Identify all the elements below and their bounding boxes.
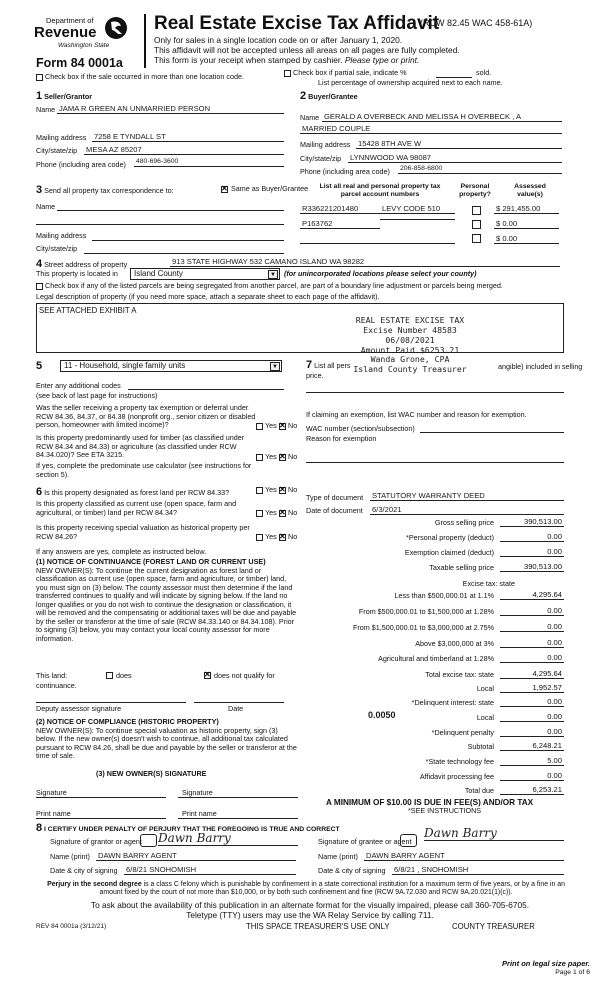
buyer-name-label: Name — [300, 113, 320, 122]
wac-number-label: WAC number (section/subsection) — [306, 424, 415, 433]
doc-date-field[interactable]: 6/3/2021 — [370, 505, 564, 515]
form-title-ref: (RCW 82.45 WAC 458-61A) — [420, 18, 533, 28]
parcel-code-2[interactable] — [380, 219, 455, 220]
timber-yes-label: Yes — [265, 452, 277, 461]
exemption-yes-checkbox[interactable] — [256, 423, 263, 430]
corr-name-label: Name — [36, 202, 56, 211]
land-does-not-label: does not qualify for — [214, 671, 275, 680]
header-line1: Only for sales in a single location code on or after January 1, 2020. — [154, 35, 403, 45]
tax-row-value[interactable]: 0.00 — [500, 712, 564, 722]
timber-note: If yes, complete the predominate use calculator (see instructions for section 5). — [36, 461, 252, 479]
parcel-code-3[interactable] — [380, 234, 455, 244]
seller-city-label: City/state/zip — [36, 146, 78, 155]
wac-number-field[interactable] — [420, 432, 564, 433]
tax-row-value[interactable]: 0.00 — [500, 622, 564, 632]
corr-city-label: City/state/zip — [36, 244, 78, 253]
current-use-no-checkbox[interactable] — [279, 510, 286, 517]
grantee-print-label: Name (print) — [318, 852, 358, 861]
seller-mailing-label: Mailing address — [36, 133, 87, 142]
tax-row-value[interactable]: 0.00 — [500, 697, 564, 707]
continuance-label: continuance. — [36, 681, 77, 690]
dor-logo — [34, 14, 134, 54]
personal-checkbox-2[interactable] — [472, 220, 481, 229]
partial-sale-checkbox[interactable] — [284, 70, 291, 77]
property-street-label: 4 Street address of property — [36, 258, 128, 270]
deputy-signature-line[interactable] — [36, 702, 186, 703]
current-use-yes-checkbox[interactable] — [256, 510, 263, 517]
multi-location-checkbox[interactable] — [36, 74, 43, 81]
parcel-code-1[interactable]: LEVY CODE 510 — [380, 204, 455, 214]
seller-heading: 1 Seller/Grantor — [36, 90, 93, 102]
tax-row-value[interactable]: 4,295.64 — [500, 590, 564, 600]
form-title: Real Estate Excise Tax Affidavit — [154, 13, 440, 34]
current-use-no-label: No — [288, 508, 298, 517]
same-as-buyer-label: Same as Buyer/Grantee — [231, 184, 309, 193]
tax-row-value[interactable]: 5.00 — [500, 756, 564, 766]
seller-mailing-field[interactable]: 7258 E TYNDALL ST — [92, 132, 284, 142]
legal-desc-text: SEE ATTACHED EXHIBIT A — [39, 306, 137, 315]
tax-row-value[interactable]: 4,295.64 — [500, 669, 564, 679]
tax-row-value[interactable]: 390,513.00 — [500, 562, 564, 572]
treasurer-stamp: REAL ESTATE EXCISE TAX Excise Number 48583 06/08/2021 Amount Paid $6253.21 Wanda Grone, CPA Island County Treasurer — [353, 315, 467, 375]
multi-location-label: Check box if the sale occurred in more than one location code. — [45, 72, 244, 81]
exemption-yes-label: Yes — [265, 421, 277, 430]
additional-codes-label: Enter any additional codes — [36, 381, 121, 390]
timber-no-checkbox[interactable] — [279, 454, 286, 461]
personal-property-label: 7 List all pers — [306, 359, 351, 371]
tax-row-value[interactable]: 6,253.21 — [500, 785, 564, 795]
grantee-date-label: Date & city of signing — [318, 866, 386, 875]
tax-row-label: From $1,500,000.01 to $3,000,000 at 2.75% — [352, 623, 494, 632]
tax-row-label: Excise tax: state — [462, 579, 515, 588]
tax-row-value[interactable]: 0.00 — [500, 771, 564, 781]
owner-print-label-2: Print name — [182, 809, 217, 818]
local-rate-field[interactable]: 0.0050 — [368, 710, 396, 720]
dept-line3: Washington State — [58, 42, 110, 49]
rev-number: REV 84 0001a (3/12/21) — [36, 923, 107, 930]
tax-row-label: Total due — [464, 786, 494, 795]
historic-yes-checkbox[interactable] — [256, 534, 263, 541]
parcel-number-2[interactable]: P163762 — [300, 219, 380, 229]
seller-phone-label: Phone (including area code) — [36, 160, 126, 169]
this-land-label: This land: — [36, 671, 68, 680]
land-does-label: does — [116, 671, 132, 680]
personal-property-label-c: price. — [306, 371, 324, 380]
grantor-date-field[interactable]: 6/8/21 SNOHOMISH — [124, 865, 296, 875]
tax-row-label: Above $3,000,000 at 3% — [415, 639, 494, 648]
notice-compliance-title: (2) NOTICE OF COMPLIANCE (HISTORIC PROPERTY) — [36, 717, 219, 726]
corr-mailing-label: Mailing address — [36, 231, 87, 240]
land-does-not-checkbox[interactable] — [204, 672, 211, 679]
corr-name-field[interactable] — [57, 210, 284, 211]
buyer-heading: 2 Buyer/Grantee — [300, 90, 358, 102]
property-street-field[interactable]: 913 STATE HIGHWAY 532 CAMANO ISLAND WA 98282 — [170, 257, 560, 267]
tax-row-label: Less than $500,000.01 at 1.1% — [394, 591, 494, 600]
forest-no-checkbox[interactable] — [279, 487, 286, 494]
forest-yes-checkbox[interactable] — [256, 487, 263, 494]
tax-row-label: Agricultural and timberland at 1.28% — [378, 654, 494, 663]
deputy-date-line[interactable] — [194, 702, 284, 703]
tax-row-value[interactable]: 0.00 — [500, 653, 564, 663]
historic-no-label: No — [288, 532, 298, 541]
legal-desc-label: Legal description of property (if you need more space, attach a separate sheet to each page of the affidavit). — [36, 292, 380, 301]
additional-codes-note: (see back of last page for instructions) — [36, 391, 158, 400]
tax-row-value[interactable]: 0.00 — [500, 532, 564, 542]
exemption-no-checkbox[interactable] — [279, 423, 286, 430]
property-located-label: This property is located in — [36, 269, 118, 278]
tax-row-label: *State technology fee — [425, 757, 494, 766]
tax-row-label: Gross selling price — [434, 518, 494, 527]
grantor-signature-label: Signature of grantor or agent — [50, 837, 142, 846]
assessed-value-2[interactable]: $ 0.00 — [494, 219, 559, 229]
assessed-heading: Assessed value(s) — [514, 183, 546, 199]
legal-size-note: Print on legal size paper. — [502, 959, 590, 968]
segregated-checkbox[interactable] — [36, 283, 43, 290]
historic-yes-label: Yes — [265, 532, 277, 541]
exemption-question: Was the seller receiving a property tax exemption or deferral under RCW 84.36, 84.37, or 84.38 (nonprofit org., senior citizen or disabled person, homeowner with limited income)? — [36, 403, 256, 430]
owner-signature-label-2: Signature — [182, 788, 213, 797]
county-select[interactable]: Island County ▼ — [130, 268, 280, 280]
buyer-mailing-label: Mailing address — [300, 140, 351, 149]
seller-phone-field[interactable]: 480-696-3600 — [134, 158, 284, 167]
land-does-checkbox[interactable] — [106, 672, 113, 679]
doc-type-field[interactable]: STATUTORY WARRANTY DEED — [370, 491, 564, 501]
tax-row-value[interactable]: 0.00 — [500, 638, 564, 648]
partial-sale-label: Check box if partial sale, indicate % — [293, 68, 407, 77]
grantor-date-label: Date & city of signing — [50, 866, 118, 875]
forest-no-label: No — [288, 485, 298, 494]
tax-row-label: Local — [476, 713, 494, 722]
tax-row-label: *Delinquent interest: state — [411, 698, 494, 707]
minimum-due-note: A MINIMUM OF $10.00 IS DUE IN FEE(S) AND/OR TAX — [326, 798, 534, 807]
personal-checkbox-3[interactable] — [472, 234, 481, 243]
historic-no-checkbox[interactable] — [279, 534, 286, 541]
header-line2: This affidavit will not be accepted unless all areas on all pages are fully completed. — [154, 45, 460, 55]
tax-row-value[interactable]: 0.00 — [500, 606, 564, 616]
grantee-signature-label: Signature of grantee or agent — [318, 837, 412, 846]
alt-format-notice: To ask about the availability of this publication in an alternate format for the visually impaired, please call 360-705-6705. Teletype (TTY) users may use the WA Relay Service by calling 711. — [90, 900, 530, 920]
exemption-reason-label: Reason for exemption — [306, 434, 377, 443]
timber-question: Is this property predominantly used for timber (as classified under RCW 84.34 and 84.33) or agriculture (as classified under RCW 84.34.020)? See ETA 3215. — [36, 433, 245, 460]
timber-no-label: No — [288, 452, 298, 461]
land-use-select[interactable]: 11 - Household, single family units ▼ — [60, 360, 282, 372]
doc-date-label: Date of document — [306, 506, 363, 515]
tax-row-label: Exemption claimed (deduct) — [404, 548, 494, 557]
partial-sold-label: sold. — [476, 68, 492, 77]
grantee-signature[interactable]: Dawn Barry — [424, 826, 564, 841]
tax-row-label: Total excise tax: state — [425, 670, 494, 679]
exemption-reason-field[interactable] — [306, 462, 564, 463]
page-number: Page 1 of 6 — [555, 969, 590, 976]
parcel-number-1[interactable]: R336221201480 — [300, 204, 380, 214]
tax-row-value[interactable]: 1,952.57 — [500, 683, 564, 693]
correspondence-heading: 3 Send all property tax correspondence to: — [36, 184, 174, 196]
doc-type-label: Type of document — [306, 493, 364, 502]
current-use-yes-label: Yes — [265, 508, 277, 517]
form-number: Form 84 0001a — [36, 56, 123, 70]
tax-row-label: Taxable selling price — [429, 563, 494, 572]
header-line3: This form is your receipt when stamped by cashier. Please type or print. — [154, 55, 420, 65]
deputy-date-label: Date — [228, 704, 244, 713]
grantee-print-field[interactable]: DAWN BARRY AGENT — [364, 851, 564, 861]
forest-question: 6 Is this property designated as forest land per RCW 84.33? — [36, 486, 230, 498]
historic-question: Is this property receiving special valuation as historical property per RCW 84.26? — [36, 523, 250, 541]
dept-line2: Revenue — [34, 24, 97, 41]
wa-logo-icon — [104, 16, 128, 40]
owner-signature-label-1: Signature — [36, 788, 67, 797]
list-percentage-note: List percentage of ownership acquired next to each name. — [318, 78, 503, 87]
dept-line1: Department of — [46, 16, 94, 25]
current-use-question: Is this property classified as current use (open space, farm and agricultural, or timber) land per RCW 84.34? — [36, 499, 237, 517]
personal-heading: Personal property? — [459, 183, 491, 199]
exempt-claim-label: If claiming an exemption, list WAC number and reason for exemption. — [306, 410, 527, 419]
tax-row-label: Affidavit processing fee — [419, 772, 494, 781]
corr-mailing-field[interactable] — [92, 240, 284, 241]
buyer-city-field[interactable]: LYNNWOOD WA 98087 — [348, 153, 562, 163]
buyer-name-field-line2[interactable]: MARRIED COUPLE — [300, 124, 562, 134]
corr-name-field-2[interactable] — [36, 224, 284, 225]
header-divider — [144, 14, 146, 68]
grantor-print-field[interactable]: DAWN BARRY AGENT — [96, 851, 296, 861]
assessed-value-3[interactable]: $ 0.00 — [494, 234, 559, 244]
new-owner-signature-title: (3) NEW OWNER(S) SIGNATURE — [96, 769, 207, 778]
deputy-signature-label: Deputy assessor signature — [36, 704, 122, 713]
additional-codes-field[interactable] — [128, 389, 284, 390]
tax-row-label: *Delinquent penalty — [431, 728, 494, 737]
seller-name-field[interactable]: JAMA R GREEN AN UNMARRIED PERSON — [57, 104, 284, 114]
grantor-print-label: Name (print) — [50, 852, 90, 861]
assessed-value-1[interactable]: $ 291,455.00 — [494, 204, 559, 214]
chevron-down-icon[interactable]: ▼ — [270, 362, 280, 371]
tax-row-value[interactable]: 0.00 — [500, 727, 564, 737]
tax-row-label: Subtotal — [467, 742, 494, 751]
timber-yes-checkbox[interactable] — [256, 454, 263, 461]
county-note: (for unincorporated locations please select your county) — [284, 269, 477, 278]
corr-city-field[interactable] — [84, 253, 284, 254]
grantor-signature[interactable]: Dawn Barry — [158, 831, 298, 846]
buyer-city-label: City/state/zip — [300, 154, 342, 163]
personal-property-field-1[interactable] — [306, 392, 564, 393]
personal-checkbox-1[interactable] — [472, 206, 481, 215]
if-any-yes-note: If any answers are yes, complete as instructed below. — [36, 547, 207, 556]
chevron-down-icon[interactable]: ▼ — [268, 270, 278, 279]
treasurer-use-label: THIS SPACE TREASURER'S USE ONLY — [246, 922, 390, 931]
buyer-name-field-line1[interactable]: GERALD A OVERBECK AND MELISSA H OVERBECK , A — [322, 112, 562, 122]
perjury-notice: Perjury in the second degree is a class C felony which is punishable by confinement in a state correctional institution for a maximum term of five years, or by a fine in an amount fixed by the court of not more than $10,000, or by both such confinement and fine (RCW 9A.72.030 and RCW 9A.20.021(1)(c)). — [47, 881, 565, 897]
same-as-buyer-checkbox[interactable] — [221, 186, 228, 193]
personal-property-label-b: angible) included in selling — [498, 362, 583, 371]
parcel-number-3[interactable] — [300, 234, 380, 244]
buyer-phone-field[interactable]: 206-858-6800 — [398, 165, 562, 174]
owner-print-label-1: Print name — [36, 809, 71, 818]
notice-continuance-title: (1) NOTICE OF CONTINUANCE (FOREST LAND OR CURRENT USE) — [36, 557, 266, 566]
segregated-label: Check box if any of the listed parcels are being segregated from another parcel, are part of a boundary line adjustment or parcels being merged. — [45, 281, 503, 290]
notice-compliance-body: NEW OWNER(S): To continue special valuation as historic property, sign (3) below. If the new owner(s) doesn't wish to continue, all additional tax calculated pursuant to RCW 84.26, shall be due and payable by the seller or transferor at the time of sale. — [36, 726, 297, 761]
seller-name-label: Name — [36, 105, 56, 114]
tax-row-value[interactable]: 6,248.21 — [500, 741, 564, 751]
seller-city-field[interactable]: MESA AZ 85207 — [84, 145, 284, 155]
buyer-mailing-field[interactable]: 15428 8TH AVE W — [356, 139, 562, 149]
parcels-heading: List all real and personal property tax parcel account numbers — [319, 183, 441, 199]
forest-yes-label: Yes — [265, 485, 277, 494]
tax-row-label: *Personal property (deduct) — [406, 533, 494, 542]
tax-row-value[interactable]: 390,513.00 — [500, 517, 564, 527]
certify-heading: 8 I CERTIFY UNDER PENALTY OF PERJURY THAT THE FOREGOING IS TRUE AND CORRECT — [36, 822, 340, 834]
county-treasurer-label: COUNTY TREASURER — [452, 922, 535, 931]
tax-row-value[interactable]: 0.00 — [500, 547, 564, 557]
land-use-section: 5 — [36, 360, 43, 372]
grantee-date-field[interactable]: 6/8/21 , SNOHOMISH — [392, 865, 564, 875]
tax-row-label: From $500,000.01 to $1,500,000 at 1.28% — [358, 607, 494, 616]
buyer-phone-label: Phone (including area code) — [300, 167, 390, 176]
agent-circle-1 — [140, 834, 157, 847]
agent-circle-2 — [400, 834, 417, 847]
notice-continuance-body: NEW OWNER(S): To continue the current designation as forest land or classification as current use (open space, farm and agriculture, or timber) land, you must sign on (3) below. The county assessor must then determine if the land transferred continues to qualify and will indicate by signing below. If the land no longer qualifies or you do not wish to continue the designation or classification, it will be removed and the compensating or additional taxes will be due and payable by the seller or transferor at the time of sale (RCW 84.33.140 or 84.34.108). Prior to signing (3) below, you may contact your local county assessor for more information. — [36, 566, 297, 643]
exemption-no-label: No — [288, 421, 298, 430]
tax-row-label: Local — [476, 684, 494, 693]
see-instructions-note: *SEE INSTRUCTIONS — [408, 806, 482, 815]
